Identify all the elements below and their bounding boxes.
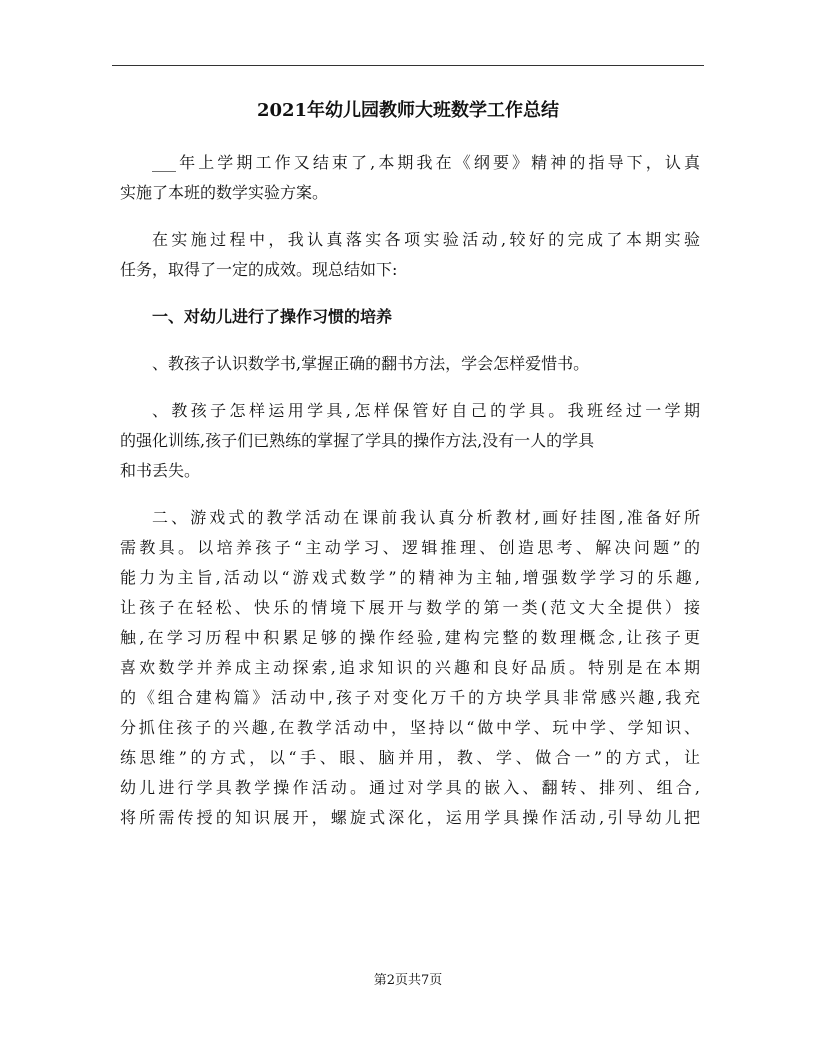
text-line: 能力为主旨,活动以“游戏式数学”的精神为主轴,增强数学学习的乐趣, — [120, 568, 700, 587]
text-line: 幼儿进行学具教学操作活动。通过对学具的嵌入、翻转、排列、组合, — [120, 778, 700, 797]
text-line: 、教孩子认识数学书,掌握正确的翻书方法，学会怎样爱惜书。 — [152, 354, 590, 373]
text-line: 让孩子在轻松、快乐的情境下展开与数学的第一类(范文大全提供）接 — [120, 598, 700, 617]
text-line: 触,在学习历程中积累足够的操作经验,建构完整的数理概念,让孩子更 — [120, 628, 700, 647]
text-line: ___年上学期工作又结束了,本期我在《纲要》精神的指导下，认真 — [152, 153, 700, 172]
text-line: 和书丢失。 — [120, 461, 201, 480]
text-line: 需教具。以培养孩子“主动学习、逻辑推理、创造思考、解决问题”的 — [120, 538, 700, 557]
text-line: 分抓住孩子的兴趣,在教学活动中，坚持以“做中学、玩中学、学知识、 — [120, 718, 700, 737]
text-line: 、教孩子怎样运用学具,怎样保管好自己的学具。我班经过一学期 — [152, 401, 700, 420]
text-line: 实施了本班的数学实验方案。 — [120, 183, 329, 202]
text-line: 的《组合建构篇》活动中,孩子对变化万千的方块学具非常感兴趣,我充 — [120, 688, 700, 707]
text-line: 将所需传授的知识展开，螺旋式深化，运用学具操作活动,引导幼儿把 — [120, 808, 700, 827]
paragraph-2 — [120, 225, 700, 285]
text-line: 的强化训练,孩子们已熟练的掌握了学具的操作方法,没有一人的学具 — [120, 431, 595, 450]
paragraph-4 — [120, 396, 700, 486]
text-line: 二、游戏式的教学活动在课前我认真分析教材,画好挂图,准备好所 — [152, 508, 700, 527]
page-number-footer: 第2页共7页 — [373, 973, 443, 988]
text-line: 在实施过程中，我认真落实各项实验活动,较好的完成了本期实验 — [152, 230, 700, 249]
text-line: 任务，取得了一定的成效。现总结如下: — [120, 260, 398, 279]
paragraph-3 — [120, 349, 700, 379]
paragraph-1 — [120, 148, 700, 208]
section-heading-1 — [120, 302, 700, 332]
document-body — [120, 148, 700, 833]
paragraph-5 — [120, 503, 700, 833]
text-line: 练思维”的方式，以“手、眼、脑并用，教、学、做合一”的方式，让 — [120, 748, 700, 767]
text-line: 喜欢数学并养成主动探索,追求知识的兴趣和良好品质。特别是在本期 — [120, 658, 700, 677]
header-rule — [112, 65, 704, 66]
text-line: 一、对幼儿进行了操作习惯的培养 — [152, 307, 393, 326]
document-title: 2021年幼儿园教师大班数学工作总结 — [256, 100, 560, 121]
